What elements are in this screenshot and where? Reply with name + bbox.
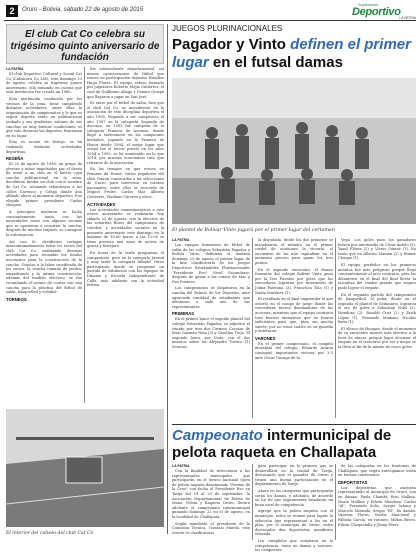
headline-part1: Pagador y Vinto <box>172 36 286 53</box>
article3-subhead-deportistas: DEPORTISTAS <box>338 479 368 485</box>
article2-paragraph: la disputada, desde los dos primeros se inicializaron el número en el primer cordel de ocasiones la victoria, el encuentro de las aún capitalizar en el momento preciso para ganar los tres puntos. <box>255 238 333 265</box>
article3-paragraph: Los deportistas que asistirán representando al municipio de Oruro, son en damas: Paola Chambi, Rosi Mallma, María Mollina y Edwin Mendoza, Carlos "Al", Fernando Soliz, Sergio Solano y Marcelo Miranda, Sergio "El", En damas: Vanessa Flores, Noelia Mancheal y Fabiola García, en varones: Milton Bravo, Edwin Choquetalla y Jhony Pérez. <box>338 485 416 527</box>
article3-paragraph: Los cumplidos que surgieron en la competencia, tanto en damas y varones, los campeones <box>255 538 333 553</box>
article3-paragraph: Ahora en las categorías que participarán serán los damas, y adelanta, de acuerdo en los de que seguramente brindarán un buen nivel de competencia. <box>255 488 333 507</box>
article2-paragraph: El equipo perdedor en los primeros minutos fue más peligroso porque llegó constantemente al arco contrario, pero los delanteros en el final del final llevar la iniciativa del cuadro grande que seguro pudo lograr el empate. <box>338 262 416 290</box>
article3-headline <box>172 427 416 461</box>
article2-paragraph: En el segundo partido del campeonato de basquetbol, el polar, desde en el segunda el plantel de Seminario, lograron el oro de goles a Sebastian Vidal (2), Mendoza (2), Rosaldi Cruz (2) y Erick López (1), Fernando Mamani, Nicolás Brito (1). <box>338 292 416 325</box>
article2-paragraph: En el primer lance el seguido plantel del colegio Sebastián Pagador, se adjudicó el triunfo por tres dos Carmen Cocotas de Mari Guzmán Nina (2) y Carolina Trejo. El segundo lance, por Vinto, con el dos minutos sobre las Alejandro Torrico (1) Serenos. <box>172 317 250 349</box>
coliseo-photo <box>6 409 164 527</box>
column-divider <box>335 464 336 540</box>
article2-paragraph: En el primer campeonato, el compito muralista del colegio, Eduardo Avaroa consiguió importantes victoria por 3-2 ante Oscar Unzaga de la <box>255 341 333 360</box>
article1-paragraph: Es entre por el fútbol de salón, fuso que el club Cat Co, se inscribieron en la asociación de este disciplina deportiva el año 1985, llegando a ser campeones el año 1987 en la categoría Segunda de Ascenso, en 1993 fue campeón de la categoría Primera de Ascenso, donde llegó a enfrentarse en los campeones invitados, jugando en la Primera de Honor desde 1994, el mejor lugar que ocupó fue el tercer puesto en los años 1994 a 1995, se ha mantenido en lo que 2014, por razones económicas tuvo que retirarse de la asociación. <box>87 101 164 165</box>
headline-highlight: definen el primer lugar <box>172 36 411 71</box>
article1-paragraph: fue sobresaliente departamental, así mismo caracterizarse de fútbol que estuvo en participación dejuntos Estadios Hugo Flores. El equipo estuvo formado por jugadores Roberto Mejía Gutiérrez, el cual de Guillermo Aliaga y Genaro Quispe que llegaron a jugar en San José. <box>87 67 164 99</box>
column-divider <box>84 67 85 403</box>
column-divider <box>252 464 253 540</box>
article3-paragraph: Agregó que la pelota raqueta con el municipio, todos se reúnen para lograr la selección que representará a los en el plan, por el municipio de Oruro, entre destacados dan deportistas, manifiesto Miranda. <box>255 509 333 537</box>
headline-part1: intermunicipal de <box>267 427 392 444</box>
article1-paragraph: En horas de la tarde programas el campeonato, pero en la categoría Juvenil y muy tarde la categoría Infantil. Otros participarán donde se programó un partido de exhibición con los equipos de Dinamo y Escuela Independiente de Calle, más adelante con la actividad festiva. <box>87 250 164 288</box>
headline-part2: pelota raqueta en Challapata <box>172 444 377 461</box>
article1-source: LA PATRIA <box>6 67 24 71</box>
article3-source: LA PATRIA <box>172 464 190 468</box>
article1-paragraph: En los tiempos en que estuvo en Primera de Honor, varios jugadores del club, fueron convocados a las selecciones de Oruro, para intervenir en torneos nacionales, entre ellos se recuerda de Miguel Freire, Carlos Mar, Alberto Gotierres, Vladimir Cáceres y otros. <box>87 167 164 200</box>
article3-paragraph: para participar en la primera que se desarrollará en la ciudad de Tarija, destacando que el ganador de Oruro y tienen una buena participación en el departamento de Tarija. <box>255 464 333 487</box>
article1-paragraph: Esta es acción de festejo, se ha realizado distintas actividades deportivas. <box>6 140 82 154</box>
article1-paragraph: El club Deportivo Cultural y Social Cat Co (Calzacora Co Ltd), este domingo 23 de agosto, celebra su trigésimo quinto aniversario, ella tomando en cuenta que esta institución fue creada un 1980. <box>6 72 82 95</box>
article1-subhead-resena: RESEÑA <box>6 156 24 162</box>
article1-subhead-torneos: TORNEOS <box>6 296 27 302</box>
article2-paragraph: Vega. Los goles para los ganadores fueron por intermedio de César Antelo (3), Yusuf Flórez (2) y Víctor Gómez (1). En tanto que en Alberto Maman (2) y Enmer Chuque (1). <box>338 238 416 261</box>
article1-heading: El club Cat Co celebra su trigésimo quinto aniversario de fundación <box>10 29 160 63</box>
brand-title: Deportivo <box>352 6 401 18</box>
article1-paragraph: A principios mudaron se lucha constantemente, tanto con las autoridades como con algunos vecinos que se opusieron a construir la cancha, después de muchos trajines, se consiguió la autorización. <box>6 210 82 237</box>
article2-col2 <box>255 238 333 422</box>
article1-title <box>6 24 164 64</box>
article3-col3 <box>338 464 416 542</box>
column-divider <box>252 238 253 418</box>
article3-paragraph: Según manifestó el presidente de la Comisión Técnica, Gonzalo Pineda, este evento es clasificatorio <box>172 521 250 535</box>
column-divider <box>335 238 336 418</box>
article2-col1 <box>172 238 250 422</box>
section-divider <box>167 24 168 534</box>
team-photo <box>172 78 416 224</box>
article3-col2 <box>255 464 333 553</box>
header-rule <box>4 20 416 21</box>
coliseo-image <box>6 409 164 527</box>
article3-col1 <box>172 464 250 542</box>
article2-kicker: JUEGOS PLURINACIONALES <box>172 24 283 33</box>
article2-subhead-varones: VARONES <box>255 335 276 341</box>
article2-paragraph: Los campeonatos se disputaron en la cancha del Palacio de los Deportes, ante agraciada cantidad de estudiantes que alentaron a cada uno de sus representantes. <box>172 286 250 309</box>
article2-paragraph: El resultado en el final emprender lo que ocurrió en el campo de juego donde las vencedoras fueron dominadoras de las acciones, mientras que el equipo contrario tuvo buenos momentos que no fueron suficientes para que, pero sin mucha suerte, por no estar cuáles en su guardia y enteraron. <box>255 297 333 334</box>
article2-subhead-primeras: PRIMERAS <box>172 311 195 317</box>
article3-rule <box>172 424 416 425</box>
brand-sub: LA PATRIA <box>399 16 416 20</box>
article1-paragraph: Las actividades conmemorativas a este nuevo aniversario se realizarán hoy sábado 22 de agosto, con la elección de las señoritas flores del campeonato de voleibol, y actividades sociales en la presente aniversario este domingo en la mañana de 10:00 horas, a las 12:00 se tiene prevista una misa de acción de gracia y festejará. <box>87 207 164 249</box>
headline-part2: en el futsal damas <box>212 54 343 71</box>
article3-paragraph: Con la finalidad de seleccionar a los representantes municipales que participarán en el torneo nacional Open de pelota raqueta denominado "Premio de la Cruz" con fecha el Presidente Evo en Tarija del 18 al 20 de septiembre, la Asociación Departamental de Pelota de Mano, Pelota y Raqueta Oruro, llevará adelante el campeonato intermunicipal ganando domingo 22 en el de agosto, en la localidad de Challapata. <box>172 469 250 519</box>
article2-source: LA PATRIA <box>172 238 190 242</box>
article1-subhead-actividades: ACTIVIDADES <box>87 201 116 207</box>
brand-small: Suplemento <box>358 3 379 7</box>
coliseo-caption: El interior del coliseo del club Cat Co <box>6 531 94 536</box>
page-number: 2 <box>6 5 18 17</box>
article2-paragraph: El elenco de Huajara, desde el momento de su encuentro mostró más efectivo a la hora de atacar, porque logró alcanzar el empate en el trascurso por ser y mejor se la lleva al fin de la misión de cinco goles. <box>338 326 416 350</box>
team-caption: El plantel de Bolívar Vinto jugará por el primer lugar del certamen <box>172 228 335 233</box>
article2-paragraph: En el segundo encuentro, el dinero femenino del colegio Bolívar Vinto ganó por la Dos Puentes por goles que los vencedores lograron por intermedio de Jolina Pastrana (3), Francisca Tola (1) y Nadia Martínez (1). <box>255 267 333 295</box>
article1-paragraph: Esta institución conducida por los vecinos de la zona, tiene cumplendo distintas actividades, entre ellas la organización de campeonatos y le que es seguir deporte tanto en polifuncional teobado y sus gradieras, salones de sus canchas en muy buenas condiciones, es que vale destacar las deportes, funcionan en su lugar. <box>6 96 82 138</box>
headline-highlight: Campeonato <box>172 427 263 444</box>
article1-col2 <box>87 67 164 405</box>
article2-headline <box>172 36 416 72</box>
date-line: Oruro - Bolivia, sábado 22 de agosto de 2015 <box>22 7 144 13</box>
article2-col3 <box>338 238 416 422</box>
article2-paragraph: Los equipos femeninos de fútbol de salón de las colegios Sebastián Pagador y Bolívia Vinto, definirán el mañana domingo 23 de agosto el primer lugar de la fase clasificatoria de los Juegos Deportivos Estudiantiles Plurinacionales "Presidente Evo" Nivel Secundario, después de ganar a los cursos de Mar y Dos Puentes. <box>172 243 250 284</box>
article1-paragraph: El 22 de agosto de 1980, un grupo de jóvenes y niños impulsados por el deseo de tener a un club en el barrio cuya cancha polifuncional en la zona, decidieron fundar un club con el nombre de Cat Co. Actuando rebautizara a los colles Carrasco y Cóbija donde aún afiliado ahora al momento deportivo. Fue elegido primer presidente Carlos Vásquez. <box>6 162 82 208</box>
article3-paragraph: de las categorías en los frontones de Challapata, que según antecipamos están en buenas condiciones. <box>338 464 416 478</box>
team-image <box>172 78 416 224</box>
article1-paragraph: Así con fe, decidieron trabajar mancomunadamente todos los socios del club Cat Co, realizando diversas actividades para recaudar los fondos necesarios para la construcción de la cancha. Gracias a la labor sacrificada de los socios, la cancha tomada de piedra, empedrando y la misma construcción, además del tendido eléctrico, se fue recaudando el monto de contar con una cancha para la práctica del fútbol de salón, básquetbol y voleibol. <box>6 239 82 295</box>
article1-col1 <box>6 67 82 405</box>
brand-logo <box>350 3 416 20</box>
